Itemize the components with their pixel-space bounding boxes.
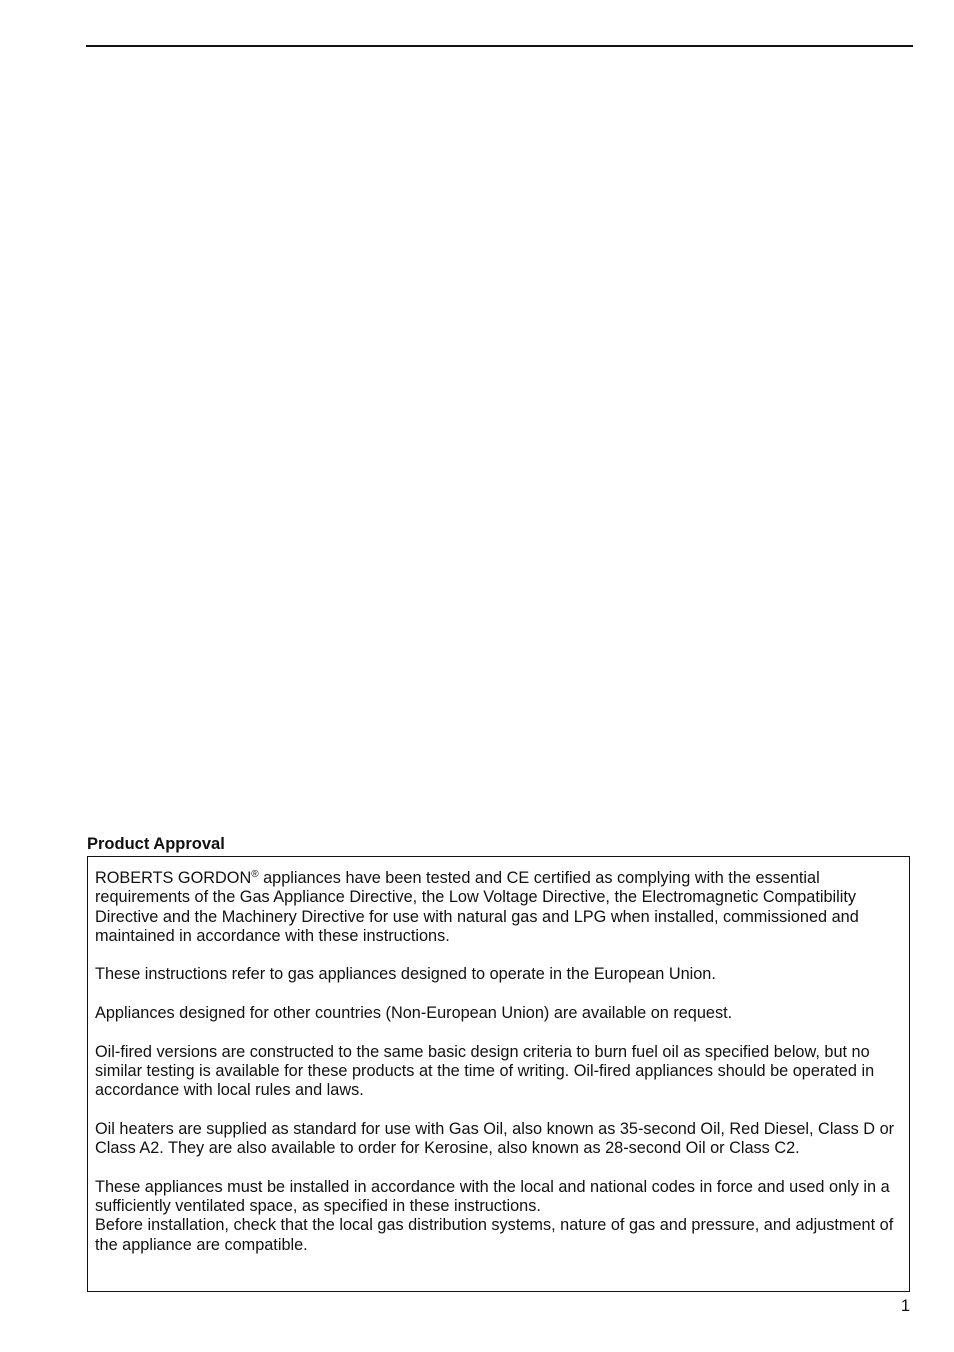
approval-paragraph-6-line-2: Before installation, check that the local gas distribution systems, nature of gas and pressure, and adjustment of the appliance are compatible. xyxy=(95,1216,894,1254)
approval-paragraph-1-text: appliances have been tested and CE certified as complying with the essential requirements of the Gas Appliance Directive, the Low Voltage Directive, the Electromagnetic Compatibility Directive and the Machinery Directive for use with natural gas and LPG when installed, commissioned and maintained in accordance with these instructions. xyxy=(95,869,859,945)
approval-paragraph-5: Oil heaters are supplied as standard for use with Gas Oil, also known as 35-second Oil, Red Diesel, Class D or Class A2. They are also available to order for Kerosine, also known as 28-second Oil or Class C2. xyxy=(95,1119,895,1158)
approval-paragraph-6-line-1: These appliances must be installed in accordance with the local and national codes in force and used only in a sufficiently ventilated space, as specified in these instructions. xyxy=(95,1177,890,1216)
brand-name: ROBERTS GORDON xyxy=(95,869,252,887)
approval-paragraph-4: Oil-fired versions are constructed to the same basic design criteria to burn fuel oil as specified below, but no similar testing is available for these products at the time of writing. Oil-fired appliances should be operated in accordance with local rules and laws. xyxy=(95,1042,875,1100)
approval-paragraph-2: These instructions refer to gas appliances designed to operate in the European Union. xyxy=(95,965,716,984)
registered-mark: ® xyxy=(251,869,259,880)
approval-paragraph-6 xyxy=(95,1178,901,1255)
approval-paragraph-1 xyxy=(95,869,901,946)
product-approval-box xyxy=(87,856,910,1292)
page-number: 1 xyxy=(900,1297,910,1315)
section-heading: Product Approval xyxy=(87,835,225,853)
approval-paragraph-3: Appliances designed for other countries (Non-European Union) are available on request. xyxy=(95,1004,733,1023)
header-rule xyxy=(86,45,913,47)
